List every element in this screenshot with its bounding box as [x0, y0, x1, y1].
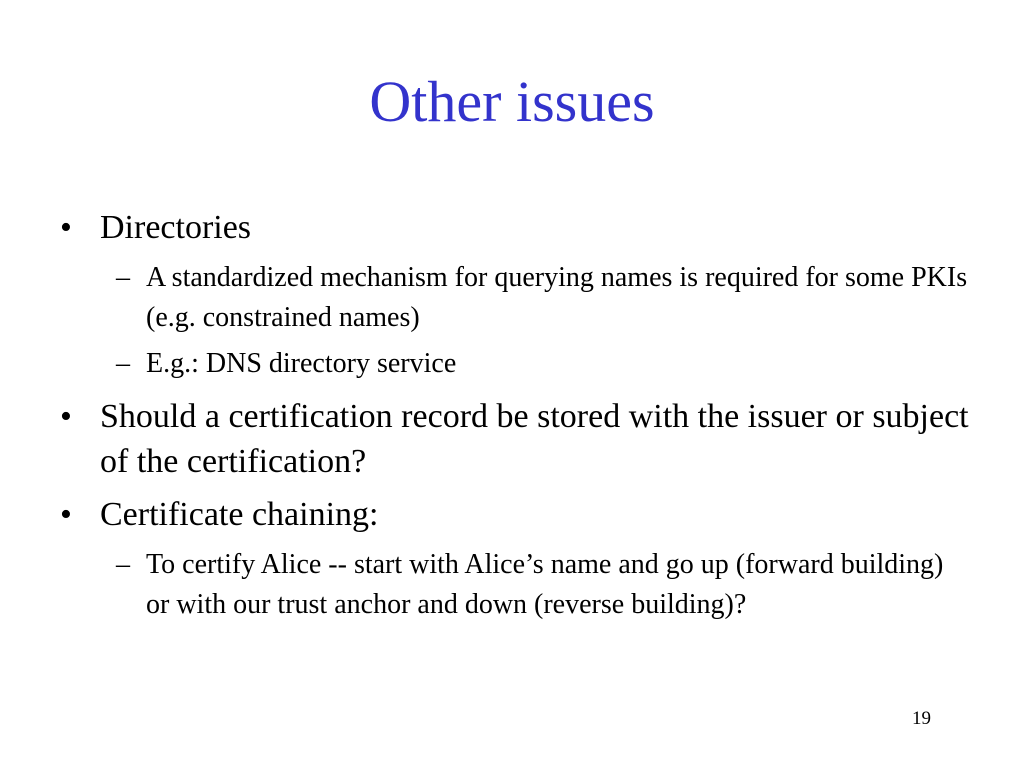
subitem-text: To certify Alice -- start with Alice’s name and go up (forward building) or with our trust anchor and down (reverse building)? [146, 549, 944, 620]
bullet-marker: • [60, 209, 72, 246]
dash-marker: – [116, 348, 130, 379]
subitem-certify-alice [60, 545, 970, 625]
subitem-text: E.g.: DNS directory service [146, 348, 457, 379]
slide-body [60, 205, 970, 635]
bullet-directories [60, 205, 970, 250]
bullet-text: Should a certification record be stored with the issuer or subject of the certification? [100, 398, 969, 480]
bullet-marker: • [60, 398, 72, 435]
bullet-text: Certificate chaining: [100, 496, 379, 533]
bullet-certificate-chaining [60, 492, 970, 537]
bullet-marker: • [60, 496, 72, 533]
sublist-certificate-chaining [60, 545, 970, 625]
bullet-certification-record [60, 394, 970, 484]
subitem-dns-directory [60, 344, 970, 384]
page-number: 19 [912, 708, 931, 729]
subitem-standardized-mechanism [60, 258, 970, 338]
slide-title: Other issues [369, 69, 655, 134]
dash-marker: – [116, 262, 130, 293]
sublist-directories [60, 258, 970, 384]
dash-marker: – [116, 549, 130, 580]
bullet-text: Directories [100, 209, 252, 246]
subitem-text: A standardized mechanism for querying names is required for some PKIs (e.g. constrained names) [146, 262, 968, 333]
